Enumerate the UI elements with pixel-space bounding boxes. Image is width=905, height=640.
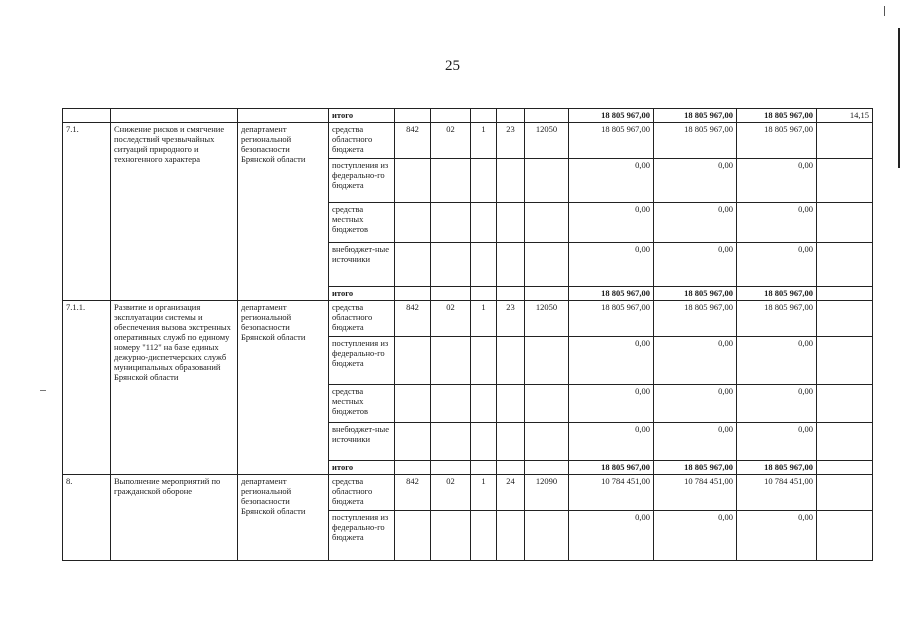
amount-cell: 18 805 967,00 — [569, 301, 654, 337]
empty-cell — [817, 203, 873, 243]
empty-cell — [817, 159, 873, 203]
budget-code — [431, 337, 471, 385]
budget-code — [431, 385, 471, 423]
department-name: департамент региональной безопасности Брянской области — [238, 301, 329, 475]
amount-cell: 0,00 — [569, 243, 654, 287]
amount-cell: 0,00 — [569, 203, 654, 243]
total-amount: 18 805 967,00 — [737, 287, 817, 301]
funding-source: средства местных бюджетов — [329, 203, 395, 243]
total-label: итого — [329, 461, 395, 475]
total-amount: 18 805 967,00 — [654, 287, 737, 301]
source-row — [63, 123, 873, 159]
amount-cell: 18 805 967,00 — [737, 123, 817, 159]
empty-cell — [817, 423, 873, 461]
total-amount-2: 18 805 967,00 — [654, 109, 737, 123]
empty-cell — [817, 301, 873, 337]
budget-code — [431, 511, 471, 561]
budget-code: 23 — [497, 301, 525, 337]
amount-cell: 0,00 — [737, 243, 817, 287]
amount-cell: 0,00 — [654, 385, 737, 423]
amount-cell: 10 784 451,00 — [737, 475, 817, 511]
funding-source: средства областного бюджета — [329, 475, 395, 511]
budget-code: 12050 — [525, 123, 569, 159]
budget-code — [395, 423, 431, 461]
budget-code — [497, 385, 525, 423]
budget-table — [62, 108, 873, 561]
budget-code — [471, 337, 497, 385]
section-title: Выполнение мероприятий по гражданской обороне — [111, 475, 238, 561]
budget-code — [471, 385, 497, 423]
budget-code — [497, 159, 525, 203]
budget-code: 12050 — [525, 301, 569, 337]
empty-cell — [111, 109, 238, 123]
amount-cell: 0,00 — [737, 423, 817, 461]
scan-edge-tick — [884, 6, 885, 16]
empty-cell — [817, 511, 873, 561]
empty-cell — [471, 109, 497, 123]
empty-cell — [817, 385, 873, 423]
budget-code — [497, 511, 525, 561]
amount-cell: 0,00 — [569, 423, 654, 461]
budget-code — [497, 243, 525, 287]
funding-source: средства областного бюджета — [329, 123, 395, 159]
budget-code: 842 — [395, 475, 431, 511]
budget-code — [471, 159, 497, 203]
section-number: 8. — [63, 475, 111, 561]
budget-code — [431, 203, 471, 243]
empty-cell — [431, 109, 471, 123]
budget-code: 02 — [431, 123, 471, 159]
empty-cell — [431, 461, 471, 475]
department-name: департамент региональной безопасности Брянской области — [238, 475, 329, 561]
budget-code — [525, 511, 569, 561]
budget-code — [395, 203, 431, 243]
empty-cell — [817, 461, 873, 475]
empty-cell — [817, 243, 873, 287]
budget-code — [471, 243, 497, 287]
amount-cell: 0,00 — [569, 511, 654, 561]
total-amount-3: 18 805 967,00 — [737, 109, 817, 123]
budget-code — [525, 203, 569, 243]
amount-cell: 10 784 451,00 — [569, 475, 654, 511]
empty-cell — [471, 287, 497, 301]
empty-cell — [817, 287, 873, 301]
amount-cell: 0,00 — [737, 159, 817, 203]
header-total-row — [63, 109, 873, 123]
total-percent: 14,15 — [817, 109, 873, 123]
budget-table-body — [63, 109, 873, 561]
amount-cell: 0,00 — [654, 243, 737, 287]
budget-code: 02 — [431, 475, 471, 511]
total-amount: 18 805 967,00 — [654, 461, 737, 475]
department-name: департамент региональной безопасности Брянской области — [238, 123, 329, 301]
amount-cell: 0,00 — [737, 385, 817, 423]
budget-code — [525, 423, 569, 461]
total-amount: 18 805 967,00 — [737, 461, 817, 475]
budget-code — [525, 243, 569, 287]
budget-code — [497, 423, 525, 461]
budget-code — [497, 203, 525, 243]
amount-cell: 0,00 — [737, 511, 817, 561]
amount-cell: 0,00 — [654, 337, 737, 385]
empty-cell — [497, 109, 525, 123]
budget-code — [395, 159, 431, 203]
amount-cell: 0,00 — [654, 511, 737, 561]
empty-cell — [395, 461, 431, 475]
source-row — [63, 301, 873, 337]
amount-cell: 0,00 — [654, 159, 737, 203]
budget-code — [431, 423, 471, 461]
scan-stray-mark — [40, 390, 46, 391]
budget-code — [395, 385, 431, 423]
empty-cell — [238, 109, 329, 123]
budget-code — [525, 385, 569, 423]
budget-code: 842 — [395, 301, 431, 337]
total-amount-1: 18 805 967,00 — [569, 109, 654, 123]
amount-cell: 10 784 451,00 — [654, 475, 737, 511]
funding-source: поступления из федерально-го бюджета — [329, 337, 395, 385]
budget-code — [525, 159, 569, 203]
amount-cell: 18 805 967,00 — [569, 123, 654, 159]
scan-edge-mark — [898, 28, 900, 168]
total-amount: 18 805 967,00 — [569, 461, 654, 475]
empty-cell — [497, 461, 525, 475]
budget-code: 1 — [471, 301, 497, 337]
amount-cell: 0,00 — [569, 385, 654, 423]
section-title: Развитие и организация эксплуатации системы и обеспечения вызова экстренных оперативных служб по единому номеру "112" на базе единых дежурно-диспетчерских служб муниципальных образований Брянской области — [111, 301, 238, 475]
budget-code: 12090 — [525, 475, 569, 511]
budget-code — [395, 337, 431, 385]
budget-code: 24 — [497, 475, 525, 511]
amount-cell: 0,00 — [569, 337, 654, 385]
funding-source: средства местных бюджетов — [329, 385, 395, 423]
funding-source: средства областного бюджета — [329, 301, 395, 337]
funding-source: внебюджет-ные источники — [329, 423, 395, 461]
budget-code — [431, 243, 471, 287]
empty-cell — [395, 287, 431, 301]
total-amount: 18 805 967,00 — [569, 287, 654, 301]
source-row — [63, 475, 873, 511]
budget-code — [395, 243, 431, 287]
section-number: 7.1.1. — [63, 301, 111, 475]
section-number: 7.1. — [63, 123, 111, 301]
budget-code — [431, 159, 471, 203]
empty-cell — [817, 475, 873, 511]
empty-cell — [431, 287, 471, 301]
amount-cell: 18 805 967,00 — [737, 301, 817, 337]
section-title: Снижение рисков и смягчение последствий чрезвычайных ситуаций природного и техногенного характера — [111, 123, 238, 301]
budget-code: 1 — [471, 475, 497, 511]
budget-code — [471, 511, 497, 561]
budget-code — [471, 203, 497, 243]
budget-code — [525, 337, 569, 385]
empty-cell — [525, 461, 569, 475]
amount-cell: 0,00 — [737, 337, 817, 385]
empty-cell — [63, 109, 111, 123]
amount-cell: 0,00 — [737, 203, 817, 243]
budget-code: 842 — [395, 123, 431, 159]
empty-cell — [471, 461, 497, 475]
total-label: итого — [329, 287, 395, 301]
budget-code: 02 — [431, 301, 471, 337]
funding-source: поступления из федерально-го бюджета — [329, 511, 395, 561]
budget-code — [471, 423, 497, 461]
empty-cell — [817, 337, 873, 385]
empty-cell — [497, 287, 525, 301]
empty-cell — [395, 109, 431, 123]
amount-cell: 0,00 — [654, 423, 737, 461]
funding-source: поступления из федерально-го бюджета — [329, 159, 395, 203]
amount-cell: 0,00 — [654, 203, 737, 243]
funding-source: внебюджет-ные источники — [329, 243, 395, 287]
empty-cell — [525, 109, 569, 123]
budget-code: 23 — [497, 123, 525, 159]
empty-cell — [525, 287, 569, 301]
amount-cell: 0,00 — [569, 159, 654, 203]
budget-code — [497, 337, 525, 385]
total-label: итого — [329, 109, 395, 123]
amount-cell: 18 805 967,00 — [654, 301, 737, 337]
budget-code — [395, 511, 431, 561]
amount-cell: 18 805 967,00 — [654, 123, 737, 159]
empty-cell — [817, 123, 873, 159]
page-number: 25 — [445, 58, 460, 74]
budget-code: 1 — [471, 123, 497, 159]
